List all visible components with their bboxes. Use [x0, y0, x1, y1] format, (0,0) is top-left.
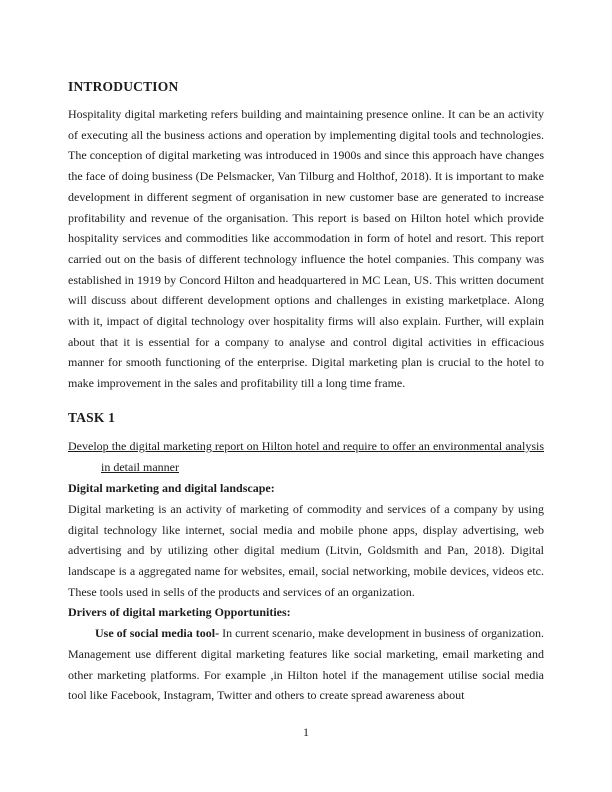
page-number: 1 — [303, 725, 309, 739]
drivers-paragraph — [68, 623, 544, 706]
drivers-paragraph-lead: Use of social media tool- — [95, 626, 220, 641]
drivers-paragraph-rest: In current scenario, make development in business of organization. Management use different digital marketing features like social marketing, email marketing and other marketing platforms. For example ,in Hilton hotel if the management utilise social media tool like Facebook, Instagram, Twitter and others to create spread awareness about — [68, 626, 545, 703]
section-heading-task1: TASK 1 — [68, 409, 116, 425]
heading-drivers-of-digital-marketing: Drivers of digital marketing Opportunities: — [68, 605, 291, 620]
task1-subheading: Develop the digital marketing report on Hilton hotel and require to offer an environmental analysis in detail manner — [68, 438, 544, 474]
section-heading-introduction: INTRODUCTION — [68, 79, 179, 94]
heading-digital-marketing-landscape: Digital marketing and digital landscape: — [68, 481, 275, 496]
introduction-paragraph: Hospitality digital marketing refers building and maintaining presence online. It can be an activity of executing all the business actions and operation by implementing digital tools and technologies. The conception of digital marketing was introduced in 1900s and since this approach have changes the face of doing business (De Pelsmacker, Van Tilburg and Holthof, 2018). It is important to make development in different segment of organisation in new customer base are generated to increase profitability and revenue of the organisation. This report is based on Hilton hotel which provide hospitality services and commodities like accommodation in form of hotel and resort. This report carried out on the basis of different technology influence the hotel companies. This company was established in 1919 by Concord Hilton and headquartered in MC Lean, US. This written document will discuss about different development options and challenges in existing marketplace. Along with it, impact of digital technology over hospitality firms will also explain. Further, will explain about that it is essential for a company to analyse and control digital activities in efficacious manner for smooth functioning of the enterprise. Digital marketing plan is crucial to the hotel to make improvement in the sales and profitability till a long time frame. — [68, 107, 545, 391]
digital-landscape-paragraph: Digital marketing is an activity of marketing of commodity and services of a company by using digital technology like internet, social media and mobile phone apps, display advertising, web advertising and by utilizing other digital medium (Litvin, Goldsmith and Pan, 2018). Digital landscape is a aggregated name for websites, email, social networking, mobile devices, videos etc. These tools used in sells of the products and services of an organization. — [68, 501, 544, 599]
